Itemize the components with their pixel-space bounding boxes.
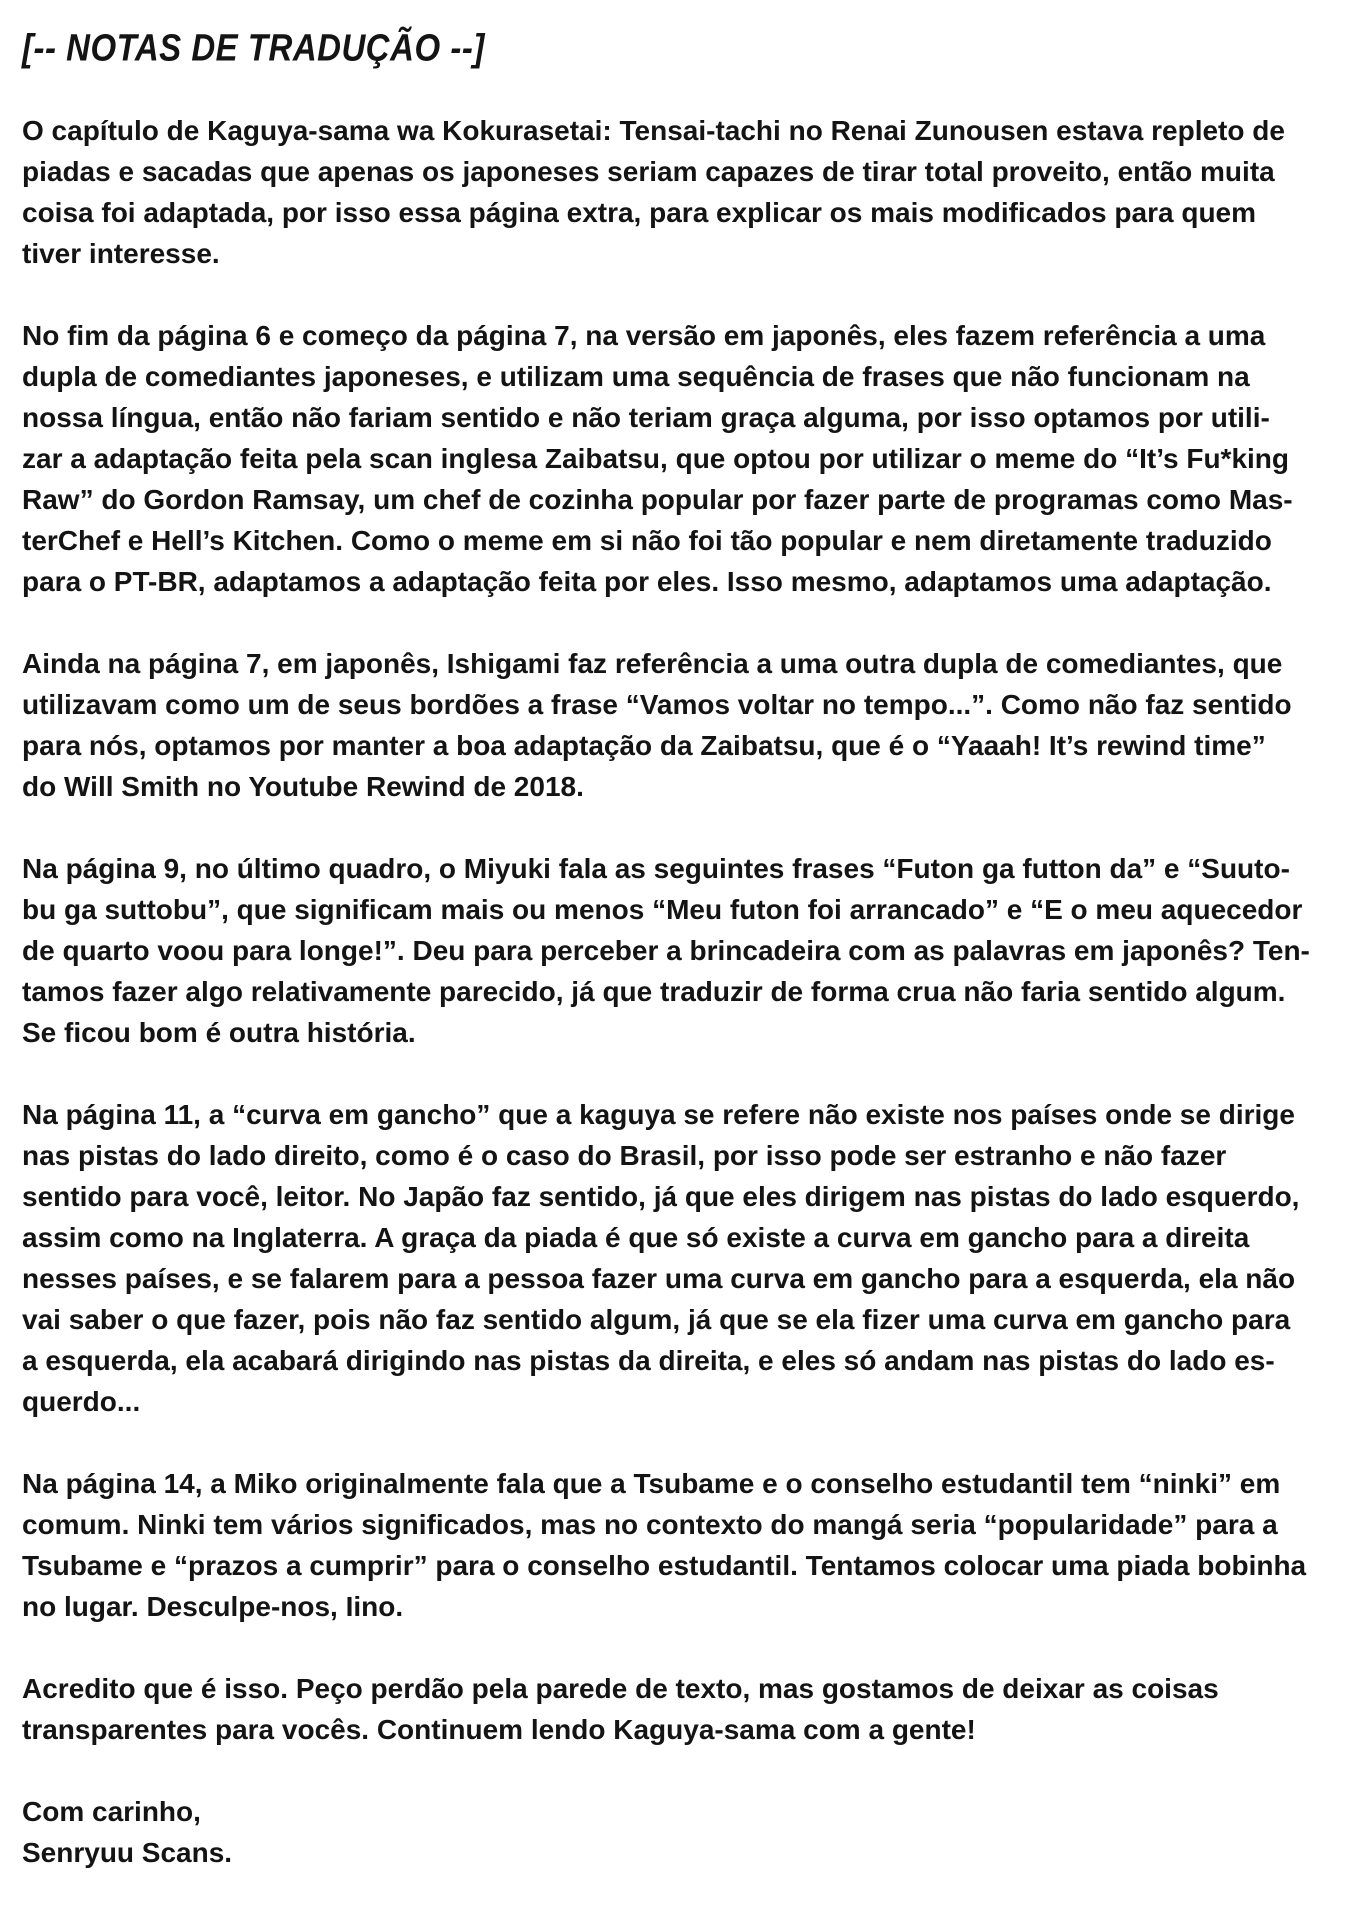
text-line: transparentes para vocês. Continuem lendo Kaguya-sama com a gente! — [22, 1714, 976, 1745]
text-line: no lugar. Desculpe-nos, Iino. — [22, 1591, 404, 1622]
text-line: Raw” do Gordon Ramsay, um chef de cozinha popular por fazer parte de programas como Mas- — [22, 484, 1293, 515]
page-title: [-- NOTAS DE TRADUÇÃO --] — [22, 26, 485, 69]
text-line: tamos fazer algo relativamente parecido, já que traduzir de forma crua não faria sentido algum. — [22, 976, 1286, 1007]
text-line: para nós, optamos por manter a boa adaptação da Zaibatsu, que é o “Yaaah! It’s rewind time” — [22, 730, 1266, 761]
paragraph-page-7 — [22, 643, 1328, 807]
paragraph-page-14 — [22, 1463, 1328, 1627]
text-line: comum. Ninki tem vários significados, mas no contexto do mangá seria “popularidade” para a — [22, 1509, 1278, 1540]
text-line: Na página 14, a Miko originalmente fala que a Tsubame e o conselho estudantil tem “ninki” em — [22, 1468, 1281, 1499]
signature-block — [22, 1791, 1328, 1873]
text-line: a esquerda, ela acabará dirigindo nas pistas da direita, e eles só andam nas pistas do lado es- — [22, 1345, 1275, 1376]
text-line: bu ga suttobu”, que significam mais ou menos “Meu futon foi arrancado” e “E o meu aquecedor — [22, 894, 1303, 925]
text-line: terChef e Hell’s Kitchen. Como o meme em si não foi tão popular e nem diretamente traduzido — [22, 525, 1272, 556]
text-line: de quarto voou para longe!”. Deu para perceber a brincadeira com as palavras em japonês? Ten- — [22, 935, 1310, 966]
text-line: piadas e sacadas que apenas os japoneses seriam capazes de tirar total proveito, então muita — [22, 156, 1275, 187]
paragraph-conclusion — [22, 1668, 1328, 1750]
text-line: Na página 9, no último quadro, o Miyuki fala as seguintes frases “Futon ga futton da” e “Suuto- — [22, 853, 1290, 884]
text-line: nesses países, e se falarem para a pessoa fazer uma curva em gancho para a esquerda, ela não — [22, 1263, 1296, 1294]
notes-body — [22, 110, 1328, 1914]
text-line: vai saber o que fazer, pois não faz sentido algum, já que se ela fizer uma curva em gancho para — [22, 1304, 1291, 1335]
paragraph-page-6-7 — [22, 315, 1328, 602]
text-line: Acredito que é isso. Peço perdão pela parede de texto, mas gostamos de deixar as coisas — [22, 1673, 1219, 1704]
text-line: nas pistas do lado direito, como é o caso do Brasil, por isso pode ser estranho e não fazer — [22, 1140, 1227, 1171]
paragraph-page-9 — [22, 848, 1328, 1053]
text-line: O capítulo de Kaguya-sama wa Kokurasetai: Tensai-tachi no Renai Zunousen estava repleto de — [22, 115, 1285, 146]
signature-name: Senryuu Scans. — [22, 1837, 233, 1868]
closing-line: Com carinho, — [22, 1796, 201, 1827]
text-line: No fim da página 6 e começo da página 7, na versão em japonês, eles fazem referência a uma — [22, 320, 1266, 351]
text-line: utilizavam como um de seus bordões a frase “Vamos voltar no tempo...”. Como não faz sentido — [22, 689, 1292, 720]
text-line: dupla de comediantes japoneses, e utilizam uma sequência de frases que não funcionam na — [22, 361, 1250, 392]
paragraph-intro — [22, 110, 1328, 274]
text-line: Se ficou bom é outra história. — [22, 1017, 416, 1048]
text-line: do Will Smith no Youtube Rewind de 2018. — [22, 771, 584, 802]
text-line: zar a adaptação feita pela scan inglesa Zaibatsu, que optou por utilizar o meme do “It’s Fu*king — [22, 443, 1289, 474]
text-line: Na página 11, a “curva em gancho” que a kaguya se refere não existe nos países onde se dirige — [22, 1099, 1295, 1130]
text-line: para o PT-BR, adaptamos a adaptação feita por eles. Isso mesmo, adaptamos uma adaptação. — [22, 566, 1272, 597]
paragraph-page-11 — [22, 1094, 1328, 1422]
text-line: tiver interesse. — [22, 238, 220, 269]
text-line: coisa foi adaptada, por isso essa página extra, para explicar os mais modificados para quem — [22, 197, 1257, 228]
text-line: Ainda na página 7, em japonês, Ishigami faz referência a uma outra dupla de comediantes, que — [22, 648, 1283, 679]
text-line: sentido para você, leitor. No Japão faz sentido, já que eles dirigem nas pistas do lado esquerdo, — [22, 1181, 1300, 1212]
text-line: nossa língua, então não fariam sentido e não teriam graça alguma, por isso optamos por utili- — [22, 402, 1270, 433]
text-line: Tsubame e “prazos a cumprir” para o conselho estudantil. Tentamos colocar uma piada bobinha — [22, 1550, 1307, 1581]
text-line: querdo... — [22, 1386, 141, 1417]
text-line: assim como na Inglaterra. A graça da piada é que só existe a curva em gancho para a direita — [22, 1222, 1250, 1253]
